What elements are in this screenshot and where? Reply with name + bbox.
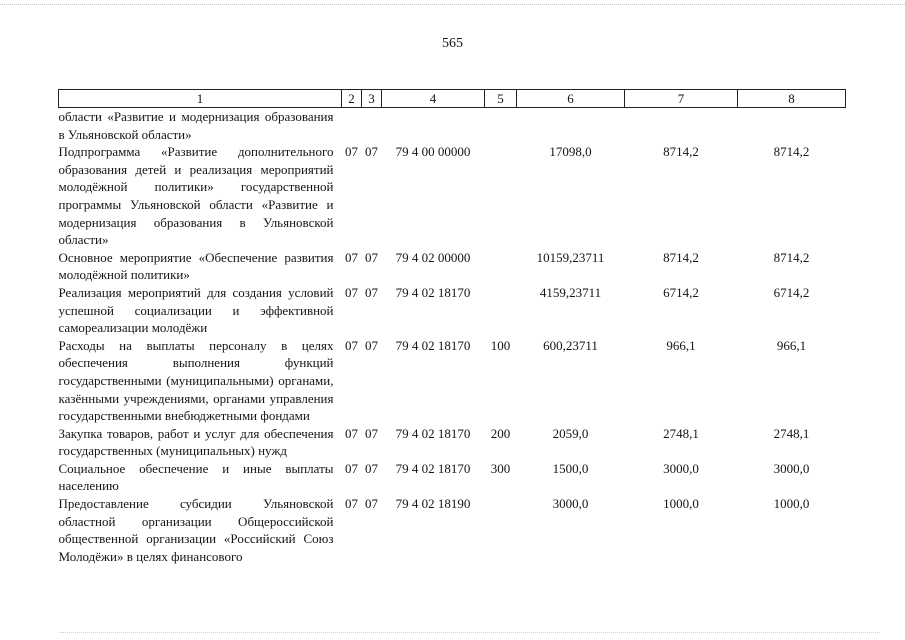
row-expense-type xyxy=(485,495,517,565)
row-subsection: 07 xyxy=(365,425,378,441)
row-name: Предоставление субсидии Ульяновской областной организации Общероссийской общественной организации «Российский Союз Молодёжи» в целях финансового xyxy=(58,496,334,564)
row-amount-2: 2748,1 xyxy=(663,425,699,441)
header-row xyxy=(59,90,846,108)
row-target-code: 79 4 02 18170 xyxy=(395,337,471,353)
header-col-6: 6 xyxy=(517,90,625,108)
row-section: 07 xyxy=(345,249,358,265)
header-col-5: 5 xyxy=(485,90,517,108)
row-subsection: 07 xyxy=(365,284,378,300)
row-amount-3: 1000,0 xyxy=(773,496,810,512)
row-target-code xyxy=(382,108,485,144)
table-row xyxy=(59,337,846,425)
row-section: 07 xyxy=(345,337,358,353)
row-expense-type xyxy=(485,284,517,337)
row-target-code: 79 4 02 18170 xyxy=(395,425,471,441)
row-section xyxy=(342,108,362,144)
row-amount-3: 3000,0 xyxy=(773,460,810,476)
row-amount-1: 1500,0 xyxy=(552,460,589,476)
header-col-3: 3 xyxy=(362,90,382,108)
row-amount-2: 8714,2 xyxy=(663,144,699,160)
table-row xyxy=(59,108,846,144)
row-subsection: 07 xyxy=(365,249,378,265)
row-expense-type: 200 xyxy=(490,425,511,441)
table-row xyxy=(59,460,846,495)
row-subsection xyxy=(362,108,382,144)
row-amount-3: 6714,2 xyxy=(773,284,810,300)
row-amount-3: 966,1 xyxy=(776,337,807,353)
row-expense-type xyxy=(485,249,517,284)
row-subsection: 07 xyxy=(365,460,378,476)
row-name: Закупка товаров, работ и услуг для обеспечения государственных (муниципальных) нужд xyxy=(58,425,334,459)
row-amount-3: 8714,2 xyxy=(773,144,810,160)
row-name: Подпрограмма «Развитие дополнительного образования детей и реализация мероприятий молодёжной политики» государственной программы Ульяновской области «Развитие и модернизация образования в Ульяновской области» xyxy=(58,144,334,248)
row-name: области «Развитие и модернизация образования в Ульяновской области» xyxy=(58,109,334,142)
row-name: Социальное обеспечение и иные выплаты населению xyxy=(58,460,334,494)
row-expense-type: 100 xyxy=(490,337,511,353)
row-target-code: 79 4 02 18170 xyxy=(395,284,471,300)
row-subsection: 07 xyxy=(365,144,378,160)
row-amount-2: 6714,2 xyxy=(663,284,699,300)
row-target-code: 79 4 02 00000 xyxy=(395,249,471,265)
header-col-1: 1 xyxy=(59,90,342,108)
row-section: 07 xyxy=(345,284,358,300)
row-amount-1: 10159,23711 xyxy=(536,249,605,265)
table-row xyxy=(59,495,846,565)
row-name: Основное мероприятие «Обеспечение развития молодёжной политики» xyxy=(58,249,334,283)
row-amount-2: 3000,0 xyxy=(663,460,699,476)
row-expense-type xyxy=(485,143,517,249)
row-amount-3 xyxy=(738,108,846,144)
budget-table xyxy=(58,89,846,565)
page-number: 565 xyxy=(442,36,463,51)
row-amount-1 xyxy=(517,108,625,144)
table-row xyxy=(59,425,846,460)
table-row xyxy=(59,284,846,337)
table-row xyxy=(59,143,846,249)
row-amount-2: 966,1 xyxy=(666,337,696,353)
row-section: 07 xyxy=(345,425,358,441)
header-col-2: 2 xyxy=(342,90,362,108)
row-target-code: 79 4 02 18190 xyxy=(395,496,471,512)
row-name: Реализация мероприятий для создания условий успешной социализации и эффективной самореализации молодёжи xyxy=(58,284,334,336)
row-target-code: 79 4 02 18170 xyxy=(395,460,471,476)
row-amount-2: 8714,2 xyxy=(663,249,699,265)
header-col-8: 8 xyxy=(738,90,846,108)
row-amount-1: 600,23711 xyxy=(543,337,598,353)
row-name: Расходы на выплаты персоналу в целях обеспечения выполнения функций государственными (муниципальными) органами, казёнными учреждениями, органами управления государственными внебюджетными фондами xyxy=(58,337,334,424)
row-amount-2 xyxy=(625,108,738,144)
table-row xyxy=(59,249,846,284)
row-section: 07 xyxy=(345,144,358,160)
row-amount-1: 3000,0 xyxy=(552,496,589,512)
row-section: 07 xyxy=(345,460,358,476)
header-col-4: 4 xyxy=(382,90,485,108)
row-amount-1: 2059,0 xyxy=(552,425,589,441)
scan-artifact-top xyxy=(0,4,905,7)
row-expense-type xyxy=(485,108,517,144)
row-section: 07 xyxy=(345,496,358,512)
scan-artifact-bottom xyxy=(60,632,880,635)
row-amount-1: 17098,0 xyxy=(549,144,592,160)
row-expense-type: 300 xyxy=(490,460,511,476)
row-amount-2: 1000,0 xyxy=(663,496,699,512)
row-amount-3: 8714,2 xyxy=(773,249,810,265)
header-col-7: 7 xyxy=(625,90,738,108)
row-amount-1: 4159,23711 xyxy=(539,284,602,300)
row-subsection: 07 xyxy=(365,337,378,353)
row-target-code: 79 4 00 00000 xyxy=(395,144,471,160)
row-amount-3: 2748,1 xyxy=(773,425,810,441)
row-subsection: 07 xyxy=(365,496,378,512)
